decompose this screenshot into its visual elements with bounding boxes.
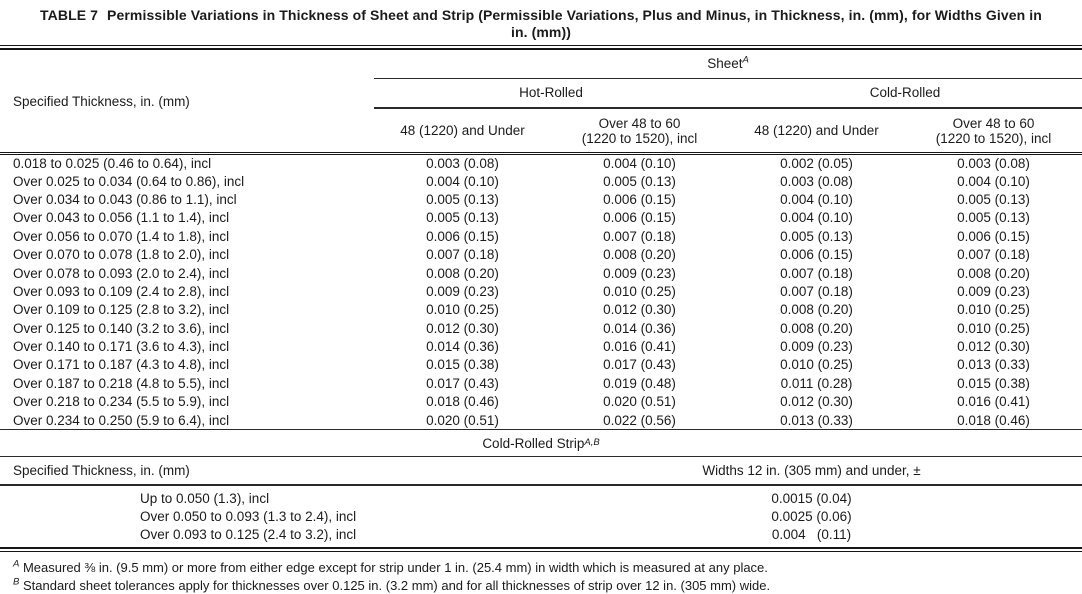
tolerance-cold-under48: 0.008 (0.20) bbox=[780, 320, 853, 336]
tolerance-hot-over48: 0.004 (0.10) bbox=[603, 155, 676, 171]
tolerance-hot-under48: 0.017 (0.43) bbox=[426, 375, 499, 391]
tolerance-hot-under48: 0.004 (0.10) bbox=[426, 173, 499, 189]
thickness-range-label: Over 0.140 to 0.171 (3.6 to 4.3), incl bbox=[13, 339, 230, 355]
group-header-sheet: Sheet$^A$ bbox=[374, 50, 1082, 78]
tolerance-cold-over48: 0.012 (0.30) bbox=[957, 339, 1030, 355]
tolerance-cold-under48: 0.009 (0.23) bbox=[780, 339, 853, 355]
tolerance-cold-under48: 0.005 (0.13) bbox=[780, 228, 853, 244]
tolerance-hot-under48: 0.008 (0.20) bbox=[426, 265, 499, 281]
tolerance-hot-under48: 0.018 (0.46) bbox=[426, 394, 499, 410]
strip-col-header-widths: Widths 12 in. (305 mm) and under, ± bbox=[702, 463, 921, 479]
tolerance-hot-under48: 0.003 (0.08) bbox=[426, 155, 499, 171]
strip-table-row bbox=[0, 507, 1082, 525]
table-title bbox=[0, 0, 1082, 45]
tolerance-hot-under48: 0.020 (0.51) bbox=[426, 412, 499, 428]
thickness-range-label: Over 0.093 to 0.109 (2.4 to 2.8), incl bbox=[13, 283, 230, 299]
footnote-a bbox=[13, 559, 1068, 577]
tolerance-hot-over48: 0.016 (0.41) bbox=[603, 339, 676, 355]
tolerance-hot-over48: 0.014 (0.36) bbox=[603, 320, 676, 336]
tolerance-cold-under48: 0.012 (0.30) bbox=[780, 394, 853, 410]
tolerance-hot-under48: 0.009 (0.23) bbox=[426, 283, 499, 299]
tolerance-cold-over48: 0.018 (0.46) bbox=[957, 412, 1030, 428]
tolerance-hot-under48: 0.006 (0.15) bbox=[426, 228, 499, 244]
footnote-marker-b: B bbox=[13, 576, 20, 588]
strip-row-header-specified-thickness: Specified Thickness, in. (mm) bbox=[13, 463, 190, 479]
tolerance-cold-under48: 0.004 (0.10) bbox=[780, 191, 853, 207]
sheet-table-row bbox=[0, 356, 1082, 374]
table-number: TABLE 7 bbox=[40, 7, 99, 23]
sheet-table-row bbox=[0, 190, 1082, 208]
tolerance-hot-over48: 0.005 (0.13) bbox=[603, 173, 676, 189]
thickness-range-label: Over 0.218 to 0.234 (5.5 to 5.9), incl bbox=[13, 394, 230, 410]
col-header-hot-over48: Over 48 to 60 (1220 to 1520), incl bbox=[581, 115, 698, 146]
sheet-table-row bbox=[0, 209, 1082, 227]
sheet-table-row bbox=[0, 337, 1082, 355]
sheet-table-row bbox=[0, 154, 1082, 172]
sheet-table-row bbox=[0, 227, 1082, 245]
tolerance-cold-under48: 0.002 (0.05) bbox=[780, 155, 853, 171]
tolerance-hot-over48: 0.012 (0.30) bbox=[603, 302, 676, 318]
tolerance-cold-over48: 0.008 (0.20) bbox=[957, 265, 1030, 281]
tolerance-hot-over48: 0.006 (0.15) bbox=[603, 210, 676, 226]
strip-tolerance-value: 0.0015 (0.04) bbox=[771, 490, 852, 506]
tolerance-cold-under48: 0.011 (0.28) bbox=[780, 375, 853, 391]
thickness-range-label: Over 0.078 to 0.093 (2.0 to 2.4), incl bbox=[13, 265, 230, 281]
subgroup-header-hot-rolled: Hot-Rolled bbox=[374, 78, 728, 108]
header-row-sheet bbox=[0, 50, 1082, 78]
sheet-table-row bbox=[0, 411, 1082, 429]
thickness-range-label: Over 0.125 to 0.140 (3.2 to 3.6), incl bbox=[13, 320, 230, 336]
tolerance-cold-under48: 0.004 (0.10) bbox=[780, 210, 853, 226]
thickness-range-label: Over 0.025 to 0.034 (0.64 to 0.86), incl bbox=[13, 173, 245, 189]
tolerance-cold-over48: 0.015 (0.38) bbox=[957, 375, 1030, 391]
col-header-cold-over48: Over 48 to 60 (1220 to 1520), incl bbox=[935, 115, 1052, 146]
sheet-table-row bbox=[0, 264, 1082, 282]
tolerance-cold-under48: 0.010 (0.25) bbox=[780, 357, 853, 373]
tolerance-hot-under48: 0.005 (0.13) bbox=[426, 191, 499, 207]
sheet-table-row bbox=[0, 374, 1082, 392]
tolerance-hot-under48: 0.007 (0.18) bbox=[426, 247, 499, 263]
tolerance-hot-under48: 0.012 (0.30) bbox=[426, 320, 499, 336]
strip-table-row bbox=[0, 489, 1082, 507]
tolerance-cold-over48: 0.010 (0.25) bbox=[957, 302, 1030, 318]
tolerance-hot-over48: 0.008 (0.20) bbox=[603, 247, 676, 263]
tolerance-cold-over48: 0.010 (0.25) bbox=[957, 320, 1030, 336]
tolerance-hot-over48: 0.010 (0.25) bbox=[603, 283, 676, 299]
sheet-table-row bbox=[0, 301, 1082, 319]
tolerance-cold-under48: 0.013 (0.33) bbox=[780, 412, 853, 428]
strip-thickness-range-label: Over 0.093 to 0.125 (2.4 to 3.2), incl bbox=[140, 526, 357, 542]
tolerance-cold-over48: 0.007 (0.18) bbox=[957, 247, 1030, 263]
thickness-range-label: Over 0.043 to 0.056 (1.1 to 1.4), incl bbox=[13, 210, 230, 226]
strip-header-row bbox=[0, 457, 1082, 484]
strip-table-row bbox=[0, 525, 1082, 543]
row-header-specified-thickness: Specified Thickness, in. (mm) bbox=[13, 93, 190, 109]
tolerance-cold-over48: 0.016 (0.41) bbox=[957, 394, 1030, 410]
thickness-range-label: Over 0.056 to 0.070 (1.4 to 1.8), incl bbox=[13, 228, 230, 244]
tolerance-cold-under48: 0.008 (0.20) bbox=[780, 302, 853, 318]
tolerance-cold-over48: 0.013 (0.33) bbox=[957, 357, 1030, 373]
section-header-cold-rolled-strip: Cold-Rolled Strip A,B bbox=[482, 435, 600, 451]
col-header-cold-under48: 48 (1220) and Under bbox=[754, 123, 879, 138]
tolerance-hot-under48: 0.014 (0.36) bbox=[426, 339, 499, 355]
thickness-range-label: Over 0.109 to 0.125 (2.8 to 3.2), incl bbox=[13, 302, 230, 318]
sheet-table-row bbox=[0, 172, 1082, 190]
thickness-range-label: Over 0.034 to 0.043 (0.86 to 1.1), incl bbox=[13, 191, 237, 207]
tolerance-hot-over48: 0.007 (0.18) bbox=[603, 228, 676, 244]
footnote-b-text: Standard sheet tolerances apply for thicknesses over 0.125 in. (3.2 mm) and for all thicknesses of strip over 12 in. (305 mm) wide. bbox=[22, 577, 771, 593]
thickness-range-label: Over 0.171 to 0.187 (4.3 to 4.8), incl bbox=[13, 357, 230, 373]
col-header-hot-under48: 48 (1220) and Under bbox=[400, 123, 525, 138]
tolerance-cold-over48: 0.005 (0.13) bbox=[957, 191, 1030, 207]
sheet-table-row bbox=[0, 282, 1082, 300]
tolerance-cold-under48: 0.006 (0.15) bbox=[780, 247, 853, 263]
tolerance-cold-over48: 0.009 (0.23) bbox=[957, 283, 1030, 299]
tolerance-hot-over48: 0.006 (0.15) bbox=[603, 191, 676, 207]
tolerance-hot-over48: 0.019 (0.48) bbox=[603, 375, 676, 391]
sheet-table-row bbox=[0, 319, 1082, 337]
tolerance-hot-over48: 0.020 (0.51) bbox=[603, 394, 676, 410]
footnote-marker-a: A bbox=[13, 559, 20, 571]
footnote-ref-a: A bbox=[742, 54, 749, 66]
tolerance-cold-over48: 0.005 (0.13) bbox=[957, 210, 1030, 226]
thickness-range-label: Over 0.234 to 0.250 (5.9 to 6.4), incl bbox=[13, 412, 230, 428]
thickness-range-label: 0.018 to 0.025 (0.46 to 0.64), incl bbox=[13, 155, 212, 171]
subgroup-header-cold-rolled: Cold-Rolled bbox=[728, 78, 1082, 108]
sheet-tolerance-table bbox=[0, 50, 1082, 429]
tolerance-hot-under48: 0.005 (0.13) bbox=[426, 210, 499, 226]
tolerance-cold-over48: 0.004 (0.10) bbox=[957, 173, 1030, 189]
footnote-a-text: Measured ⅜ in. (9.5 mm) or more from either edge except for strip under 1 in. (25.4 mm) in width which is measured at any place. bbox=[22, 560, 768, 576]
footnote-b bbox=[13, 577, 1068, 594]
tolerance-cold-under48: 0.003 (0.08) bbox=[780, 173, 853, 189]
thickness-range-label: Over 0.187 to 0.218 (4.8 to 5.5), incl bbox=[13, 375, 230, 391]
tolerance-hot-under48: 0.010 (0.25) bbox=[426, 302, 499, 318]
strip-thickness-range-label: Up to 0.050 (1.3), incl bbox=[140, 490, 270, 506]
tolerance-hot-over48: 0.017 (0.43) bbox=[603, 357, 676, 373]
strip-tolerance-value: 0.0025 (0.06) bbox=[771, 508, 852, 524]
table-caption: Permissible Variations in Thickness of Sheet and Strip (Permissible Variations, Plus and Minus, in Thickness, in. (mm), for Widths Given in in. (mm)) bbox=[107, 7, 1042, 40]
strip-thickness-range-label: Over 0.050 to 0.093 (1.3 to 2.4), incl bbox=[140, 508, 357, 524]
tolerance-cold-over48: 0.003 (0.08) bbox=[957, 155, 1030, 171]
thickness-range-label: Over 0.070 to 0.078 (1.8 to 2.0), incl bbox=[13, 247, 230, 263]
tolerance-hot-over48: 0.009 (0.23) bbox=[603, 265, 676, 281]
tolerance-hot-under48: 0.015 (0.38) bbox=[426, 357, 499, 373]
tolerance-cold-under48: 0.007 (0.18) bbox=[780, 265, 853, 281]
tolerance-cold-under48: 0.007 (0.18) bbox=[780, 283, 853, 299]
strip-tolerance-value: 0.004 (0.11) bbox=[771, 526, 852, 542]
sheet-table-row bbox=[0, 245, 1082, 263]
strip-rows bbox=[0, 486, 1082, 547]
sheet-table-row bbox=[0, 393, 1082, 411]
tolerance-hot-over48: 0.022 (0.56) bbox=[603, 412, 676, 428]
tolerance-cold-over48: 0.006 (0.15) bbox=[957, 228, 1030, 244]
